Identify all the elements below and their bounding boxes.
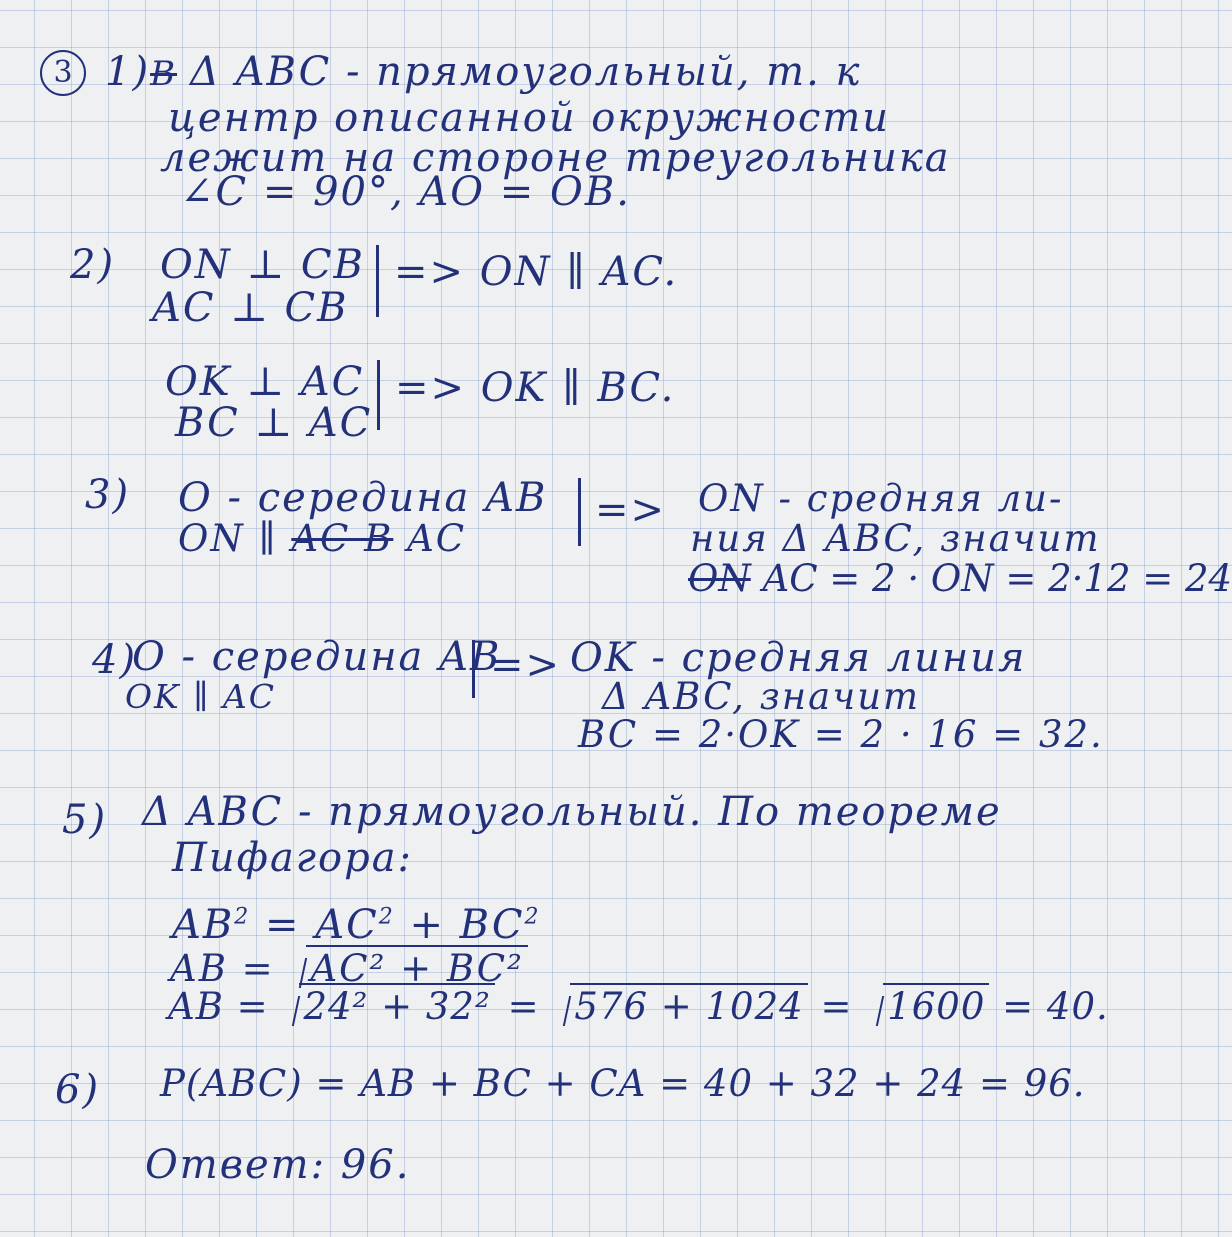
step5-eq3-eq1: = [507,985,540,1028]
step5-eq1 [172,902,541,948]
problem-number-circle: 3 [40,50,86,96]
step2-b-result: => OK ∥ BC. [395,365,676,411]
step2-b-brace [377,360,380,430]
step1-number: 1) [105,49,151,95]
step4-line2: OK ∥ AC [125,677,277,716]
step3-brace [578,478,581,546]
step5-eq3-eq2: = [820,985,853,1028]
sqrt-sign-icon [281,985,494,1028]
step5-eq2-lhs: AB = [170,947,275,990]
step3-line1: O - середина AB [178,475,548,521]
step3-label: 3) [85,472,131,518]
step1-line2: центр описанной окружности [168,95,891,141]
step3-line2-start: ON ∥ [178,517,278,560]
step5-label: 5) [62,797,108,843]
sqrt-sign-icon [288,947,527,990]
step2-a-brace [376,245,379,317]
step5-eq3-result: = 40. [1002,985,1109,1028]
step1-line3: лежит на стороне треугольника [160,135,951,181]
step5-line1: Δ ABC - прямоугольный. По теореме [142,789,1002,835]
step1-line4: ∠C = 90°, AO = OB. [180,169,631,215]
step5-eq3-lhs: AB = [168,985,269,1028]
step2-b-line1: OK ⊥ AC [165,359,365,405]
step5-eq3-radicand1: 24² + 32² [299,983,494,1028]
step3-line2-end: AC [407,517,467,560]
step4-label: 4) [92,637,138,683]
step2-a-line2: AC ⊥ CB [152,285,349,331]
step5-eq1-exp2: 2 [378,904,395,930]
step3-result1: ON - средняя ли- [698,477,1064,520]
step5-eq2 [170,947,528,990]
step5-eq1-ac: = AC [265,902,379,948]
step5-eq3 [168,985,1109,1028]
step4-arrow: => [490,642,562,688]
step5-eq3-radicand3: 1600 [883,983,989,1028]
step2-b-line2: BC ⊥ AC [175,400,373,446]
step5-eq3-radicand2: 576 + 1024 [570,983,807,1028]
step5-eq1-ab: AB [172,902,235,948]
step4-result2: Δ ABC, значит [602,675,921,718]
step4-result3: BC = 2·OK = 2 · 16 = 32. [578,713,1104,756]
step4-brace [472,640,475,698]
step4-line1: O - середина AB [132,634,502,680]
step2-a-line1: ON ⊥ CB [160,242,365,288]
step3-result3-text: AC = 2 · ON = 2·12 = 24 [762,557,1232,600]
step6-label: 6) [55,1067,101,1113]
step2-label: 2) [70,242,116,288]
step3-line2-struck: AC B [291,517,394,560]
step5-eq1-exp1: 2 [234,904,251,930]
step5-line2: Пифагора: [172,835,414,881]
step1-label [105,49,178,95]
sqrt-sign-icon [865,985,989,1028]
answer: Ответ: 96. [145,1142,411,1188]
step3-line2 [178,517,467,560]
step4-result1: OK - средняя линия [570,635,1027,681]
step1-line1: Δ ABC - прямоугольный, т. к [190,49,862,95]
step3-result3-struck: ON [688,557,751,600]
sqrt-sign-icon [552,985,807,1028]
step3-result3 [688,557,1232,600]
step6-line1: P(ABC) = AB + BC + CA = 40 + 32 + 24 = 96. [160,1062,1086,1105]
step5-eq1-bc: + BC [409,902,525,948]
step3-arrow: => [595,487,667,533]
step2-a-result: => ON ∥ AC. [394,249,679,295]
step3-result2: ния Δ ABC, значит [690,517,1101,560]
step5-eq1-exp3: 2 [524,904,541,930]
step5-eq2-radicand: AC² + BC² [306,945,527,990]
step1-struck: B [150,54,178,94]
